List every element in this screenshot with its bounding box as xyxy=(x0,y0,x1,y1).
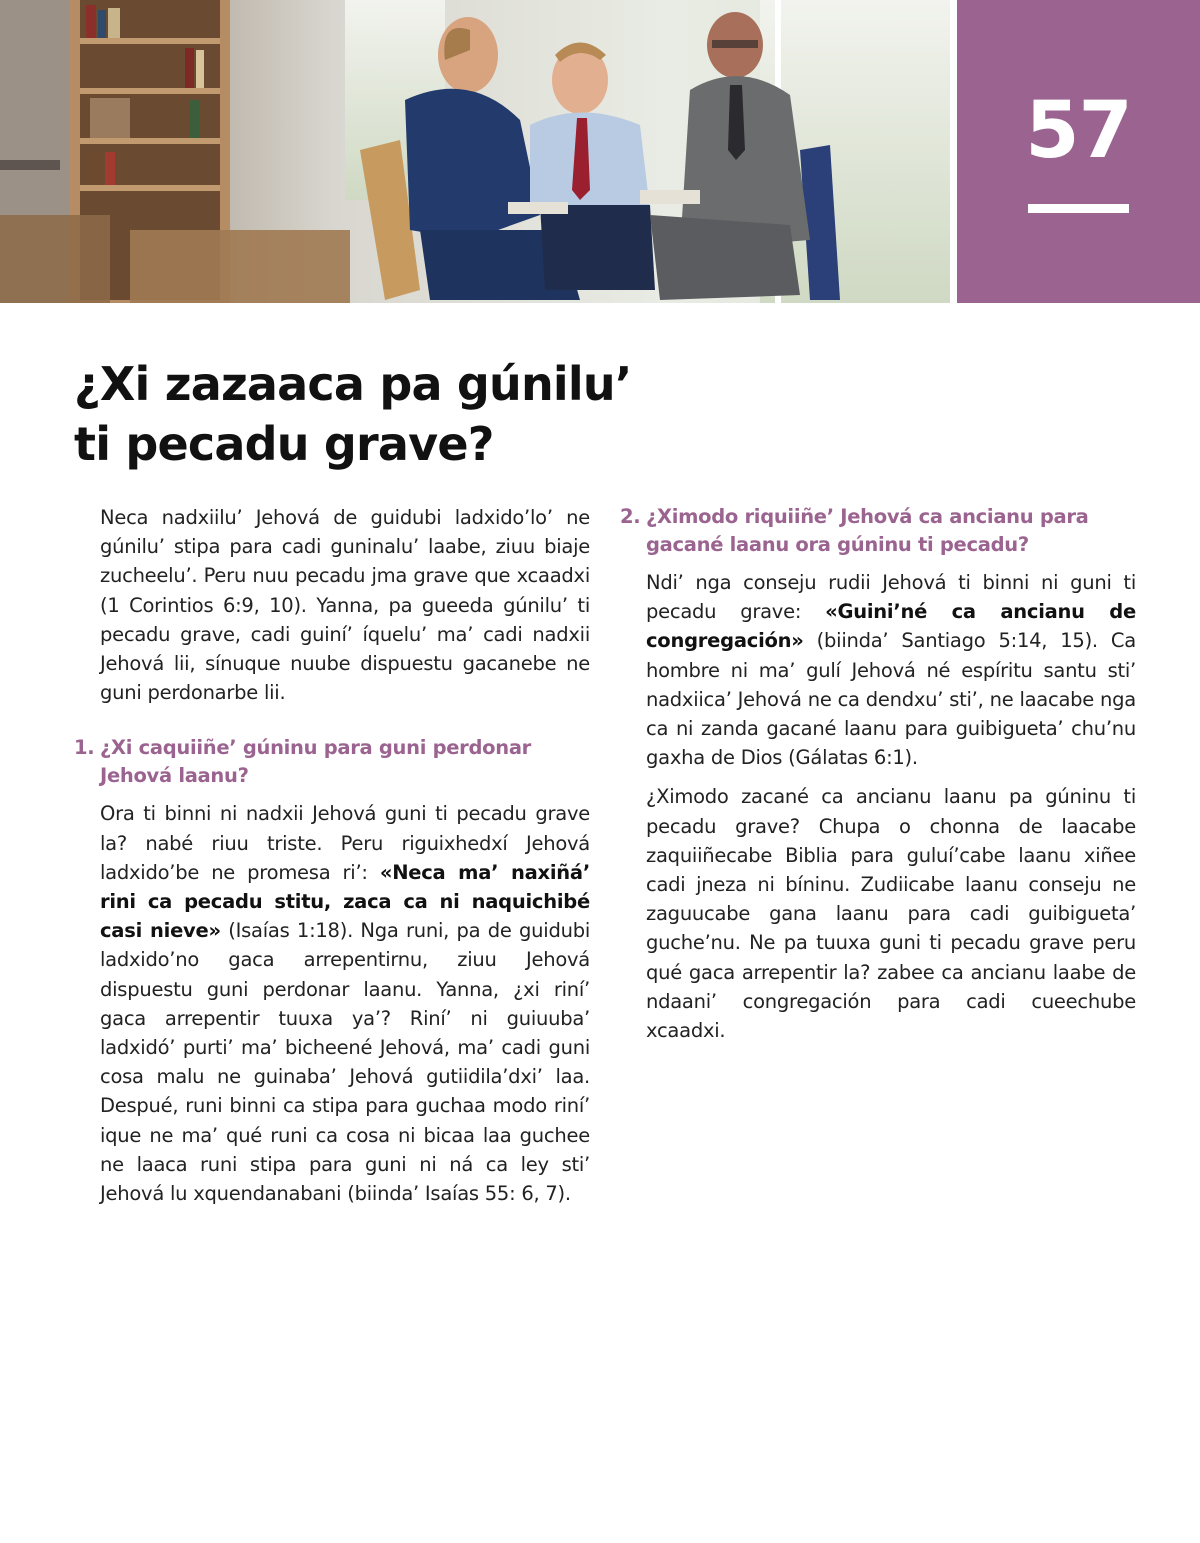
question-2-text: ¿Ximodo riquiiñe’ Jehová ca ancianu para gacané laanu ora gúninu ti pecadu? xyxy=(646,505,1089,556)
hero-banner xyxy=(0,0,1200,303)
answer-2-text-b: (biinda’ Santiago 5:14, 15). Ca hombre ni ma’ gulí Jehová né espíritu santu sti’ nadxiica’ Jehová ne ca dendxu’ sti’, ne laacabe nga ca ni zanda gacané laanu para guibigueta’ chu’nu gaxha de Dios (Gálatas 6:1). xyxy=(646,629,1136,770)
answer-1-scripture-quote: «Neca ma’ naxiñá’ rini ca pecadu stitu, zaca ca ni naquichibé casi nieve» xyxy=(100,860,590,943)
lesson-number: 57 xyxy=(1025,86,1132,176)
title-line-1: ¿Xi zazaaca pa gúnilu’ xyxy=(74,357,632,411)
question-1-number: 1. xyxy=(74,736,95,760)
question-2-number: 2. xyxy=(620,505,641,528)
question-2-answer-continued: ¿Ximodo zacané ca ancianu laanu pa gúninu ti pecadu grave? Chupa o chonna de laacabe zaquiiñecabe Biblia para guluí’cabe laanu xiñee cadi jneza ni bíninu. Zudiicabe laanu conseju ne zaguucabe gana laanu para cadi guibigueta’ guche’nu. Ne pa tuuxa guni ti pecadu grave peru qué gaca arrepentir la? zabee ca ancianu laabe de ndaani’ congregación para cadi cueechube xcaadxi. xyxy=(646,785,1136,1043)
answer-2-scripture-quote: «Guini’né ca ancianu de congregación» xyxy=(646,600,1136,653)
answer-2-text-a: Ndi’ nga conseju rudii Jehová ti binni ni guni ti pecadu grave: xyxy=(646,571,1136,624)
lesson-number-badge xyxy=(957,0,1200,303)
photo-illustration xyxy=(0,0,950,303)
page-title xyxy=(74,354,834,474)
badge-underline xyxy=(1028,204,1129,213)
question-2-heading xyxy=(620,503,1136,559)
question-1-text: ¿Xi caquiiñe’ gúninu para guni perdonar Jehová laanu? xyxy=(100,736,532,788)
three-men-talking-photo xyxy=(0,0,950,303)
left-column xyxy=(74,503,590,1208)
question-1-heading xyxy=(74,734,590,790)
question-1-answer xyxy=(74,799,590,1208)
title-line-2: ti pecadu grave? xyxy=(74,417,494,471)
right-column xyxy=(620,503,1136,1045)
intro-paragraph: Neca nadxiilu’ Jehová de guidubi ladxido’lo’ ne gúnilu’ stipa para cadi guninalu’ laabe, ziuu biaje zucheelu’. Peru nuu pecadu jma grave que xcaadxi (1 Corintios 6:9, 10). Yanna, pa gueeda gúnilu’ ti pecadu grave, cadi guiní’ íquelu’ ma’ cadi nadxii Jehová lii, sínuque nuube dispuestu gacanebe ne guni perdonarbe lii. xyxy=(100,506,590,705)
answer-1-text-a: Ora ti binni ni nadxii Jehová guni ti pecadu grave la? nabé riuu triste. Peru riguixhedxí Jehová ladxido’be ne promesa ri’: xyxy=(100,802,590,884)
answer-1-text-b: (Isaías 1:18). Nga runi, pa de guidubi ladxido’no gaca arrepentirnu, ziuu Jehová dispuestu guni perdonar laanu. Yanna, ¿xi riní’ gaca arrepentir tuuxa ya’? Riní’ ni guiuuba’ ladxidó’ purti’ ma’ bicheené Jehová, ma’ cadi guni cosa malu ne guinaba’ Jehová gutiidila’dxi’ laa. Despué, runi binni ca stipa para guchaa modo riní’ ique ne ma’ qué runi ca cosa ni bicaa laa guchee ne laaca runi stipa para guni ni ná ca ley sti’ Jehová lu xquendanabani (biinda’ Isaías 55: 6, 7). xyxy=(100,919,590,1206)
question-2-answer xyxy=(620,568,1136,772)
